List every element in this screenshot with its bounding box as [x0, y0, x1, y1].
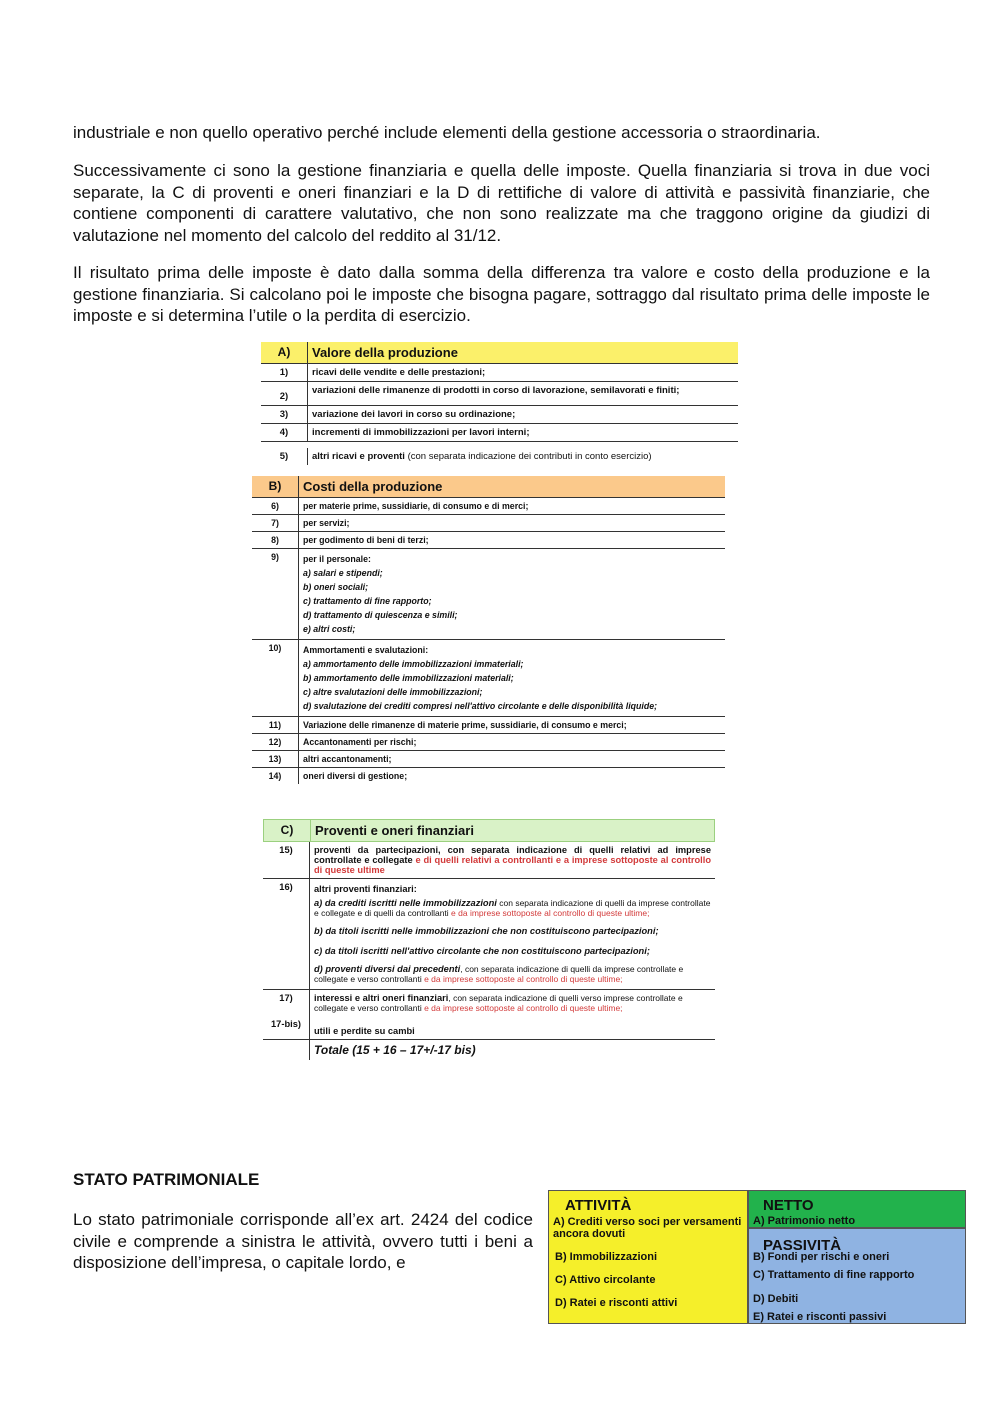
table-row: 10) Ammortamenti e svalutazioni: a) ammortamento delle immobilizzazioni immateriali; b) ammortamento delle immobilizzazioni materiali; c) altre svalutazioni delle immobilizzazioni; d) svalutazione dei crediti compresi nell'attivo circolante e delle disponibilità liquide;: [252, 640, 725, 717]
netto-title: NETTO: [763, 1197, 814, 1214]
attivita-item: C) Attivo circolante: [555, 1274, 656, 1286]
table-row: 16) altri proventi finanziari: a) da crediti iscritti nelle immobilizzazioni con separata indicazione di quelli da imprese controllate e collegate e di quelli da controllanti e da imprese sottoposte al controllo di queste ultime; b) da titoli iscritti nelle immobilizzazioni che non costituiscono partecipazioni; c) da titoli iscritti nell'attivo circolante che non costituiscono partecipazioni; d) proventi diversi dai precedenti, con separata indicazione di quelli da imprese controllate e collegate e verso controllanti e da imprese sottoposte al controllo di queste ultime;: [263, 879, 715, 990]
attivita-item: D) Ratei e risconti attivi: [555, 1297, 678, 1309]
passivita-item: D) Debiti: [753, 1293, 799, 1305]
paragraph-2: Successivamente ci sono la gestione finanziaria e quella delle imposte. Quella finanziaria si trova in due voci separate, la C di proventi e oneri finanziari e la D di rettifiche di valore di attività e passività finanziarie, che contiene componenti di carattere valutativo, che non sono realizzate ma che traggono origine da giudizi di valutazione nel momento del calcolo del reddito al 31/12.: [73, 161, 930, 245]
table-header: [263, 819, 715, 842]
table-row-total: Totale (15 + 16 – 17+/-17 bis): [263, 1040, 715, 1060]
table-header: [252, 476, 725, 498]
table-valore-produzione: [261, 342, 738, 465]
netto-item: A) Patrimonio netto: [753, 1215, 856, 1227]
table-row: 12) Accantonamenti per rischi;: [252, 734, 725, 751]
attivita-block: [548, 1190, 748, 1324]
table-proventi-oneri: [263, 819, 715, 1060]
table-row: 5) altri ricavi e proventi (con separata indicazione dei contributi in conto esercizio): [261, 442, 738, 465]
paragraph-4: Lo stato patrimoniale corrisponde all’ex art. 2424 del codice civile e comprende a sinistra le attività, ovvero tutti i beni a disposizione dell’impresa, o capitale lordo, e: [73, 1210, 533, 1272]
table-row: 2) variazioni delle rimanenze di prodotti in corso di lavorazione, semilavorati e finiti;: [261, 382, 738, 406]
table-row: 14) oneri diversi di gestione;: [252, 768, 725, 784]
section-title: Valore della produzione: [307, 342, 738, 363]
passivita-block: [748, 1228, 966, 1324]
table-row: 9) per il personale: a) salari e stipendi; b) oneri sociali; c) trattamento di fine rapporto; d) trattamento di quiescenza e simili; e) altri costi;: [252, 549, 725, 640]
table-row: 8) per godimento di beni di terzi;: [252, 532, 725, 549]
table-row: 15) proventi da partecipazioni, con separata indicazione di quelli relativi ad imprese controllate e collegate e di quelli relativi a controllanti e a imprese sottoposte al controllo di queste ultime: [263, 842, 715, 879]
table-row: 7) per servizi;: [252, 515, 725, 532]
section-code: C): [280, 823, 294, 837]
section-heading: STATO PATRIMONIALE: [73, 1170, 260, 1189]
table-row: 13) altri accantonamenti;: [252, 751, 725, 768]
section-title: Costi della produzione: [298, 476, 725, 497]
table-row: 17-bis) utili e perdite su cambi: [263, 1016, 715, 1040]
attivita-item: A) Crediti verso soci per versamenti ancora dovuti: [553, 1216, 742, 1240]
table-row: 1) ricavi delle vendite e delle prestazioni;: [261, 364, 738, 382]
section-code: A): [277, 345, 291, 359]
paragraph-1: industriale e non quello operativo perché include elementi della gestione accessoria o straordinaria.: [73, 123, 821, 142]
passivita-item: C) Trattamento di fine rapporto: [753, 1269, 915, 1281]
table-row: 4) incrementi di immobilizzazioni per lavori interni;: [261, 424, 738, 442]
attivita-title: ATTIVITÀ: [565, 1197, 632, 1214]
passivita-title: PASSIVITÀ: [763, 1237, 842, 1254]
passivita-item: B) Fondi per rischi e oneri: [753, 1251, 890, 1263]
section-title: Proventi e oneri finanziari: [310, 820, 714, 841]
stato-patrimoniale-diagram: [548, 1190, 966, 1324]
passivita-item: E) Ratei e risconti passivi: [753, 1311, 887, 1323]
attivita-item: B) Immobilizzazioni: [555, 1251, 658, 1263]
table-row: 3) variazione dei lavori in corso su ordinazione;: [261, 406, 738, 424]
section-code: B): [268, 479, 282, 493]
table-row: 17) interessi e altri oneri finanziari, con separata indicazione di quelli verso imprese controllate e collegate e verso controllanti e da imprese sottoposte al controllo di queste ultime;: [263, 990, 715, 1016]
table-row: 6) per materie prime, sussidiarie, di consumo e di merci;: [252, 498, 725, 515]
netto-block: [748, 1190, 966, 1228]
table-header: [261, 342, 738, 364]
table-costi-produzione: [252, 476, 725, 784]
paragraph-3: Il risultato prima delle imposte è dato dalla somma della differenza tra valore e costo della produzione e la gestione finanziaria. Si calcolano poi le imposte che bisogna pagare, sottraggo dal risultato prima delle imposte le imposte e si determina l’utile o la perdita di esercizio.: [73, 263, 930, 325]
table-row: 11) Variazione delle rimanenze di materie prime, sussidiarie, di consumo e merci;: [252, 717, 725, 734]
